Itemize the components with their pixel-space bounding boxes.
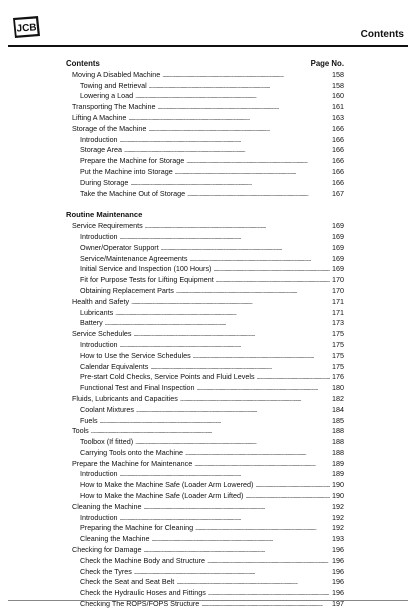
toc-entry-title: Check the Seat and Seat Belt: [80, 577, 175, 587]
toc-entry-page: 158: [332, 69, 344, 79]
toc-entry: [66, 156, 344, 167]
toc-entry-page: 192: [332, 512, 344, 522]
toc-entry-page: 170: [332, 275, 344, 285]
toc-entry: [66, 221, 344, 232]
toc-entry: [66, 567, 344, 578]
toc-entry-title: Moving A Disabled Machine: [72, 69, 161, 79]
toc-entry-page: 169: [332, 221, 344, 231]
toc-entry: [66, 523, 344, 534]
toc-entry-title: Introduction: [80, 469, 118, 479]
toc-entry: [66, 588, 344, 599]
toc-entry-title: Transporting The Machine: [72, 102, 156, 112]
toc-entry-title: Cleaning the Machine: [72, 501, 142, 511]
toc-entry-title: Lubricants: [80, 307, 114, 317]
toc-entry-page: 176: [332, 372, 344, 382]
toc-entry-title: Checking for Damage: [72, 545, 142, 555]
toc-entry-title: Storage of the Machine: [72, 123, 147, 133]
toc-entry-page: 193: [332, 534, 344, 544]
toc-entry-page: 166: [332, 123, 344, 133]
toc-entry-page: 188: [332, 437, 344, 447]
toc-entry: [66, 297, 344, 308]
toc-entry-page: 170: [332, 285, 344, 295]
toc-entry: [66, 308, 344, 319]
toc-entry-page: 169: [332, 242, 344, 252]
toc-entry-page: 190: [332, 491, 344, 501]
toc-entry-title: Initial Service and Inspection (100 Hours): [80, 264, 212, 274]
toc-entry: [66, 394, 344, 405]
toc-entry-page: 185: [332, 415, 344, 425]
toc-entry: [66, 91, 344, 102]
toc-entry-title: Fluids, Lubricants and Capacities: [72, 393, 178, 403]
toc-entry: [66, 286, 344, 297]
toc-entry-page: 166: [332, 166, 344, 176]
toc-entry: [66, 264, 344, 275]
toc-entry-page: 192: [332, 501, 344, 511]
toc-entry-title: Coolant Mixtures: [80, 404, 134, 414]
toc-entry-page: 190: [332, 480, 344, 490]
toc-entry-page: 192: [332, 523, 344, 533]
toc-entry: [66, 70, 344, 81]
toc-entry-title: Check the Machine Body and Structure: [80, 555, 206, 565]
toc-entry-title: Fit for Purpose Tests for Lifting Equipment: [80, 275, 214, 285]
toc-entry-title: Prepare the Machine for Maintenance: [72, 458, 193, 468]
toc-entry: [66, 275, 344, 286]
toc-entry-title: Introduction: [80, 339, 118, 349]
svg-text:JCB: JCB: [16, 22, 37, 35]
toc-entry-title: How to Use the Service Schedules: [80, 350, 191, 360]
toc-entry: [66, 167, 344, 178]
toc-entry: [66, 254, 344, 265]
toc-entry: [66, 329, 344, 340]
toc-entry-page: 166: [332, 156, 344, 166]
toc-entry-title: How to Make the Machine Safe (Loader Arm Lifted): [80, 491, 244, 501]
toc-entry-page: 173: [332, 318, 344, 328]
toc-entry-page: 169: [332, 264, 344, 274]
toc-entry: [66, 448, 344, 459]
toc-entry-page: 196: [332, 545, 344, 555]
toc-entry-page: 197: [332, 599, 344, 609]
toc-entry-page: 196: [332, 588, 344, 598]
toc-entry: [66, 556, 344, 567]
toc-entry-page: 189: [332, 469, 344, 479]
toc-entry: [66, 135, 344, 146]
toc-entry-title: Fuels: [80, 415, 98, 425]
toc-entry-page: 169: [332, 231, 344, 241]
toc-entry-title: Functional Test and Final Inspection: [80, 383, 195, 393]
toc-entry-page: 171: [332, 307, 344, 317]
toc-entry: [66, 416, 344, 427]
toc-entry-page: 175: [332, 350, 344, 360]
toc-entry-title: Service Requirements: [72, 221, 143, 231]
toc-entry-title: Toolbox (If fitted): [80, 437, 134, 447]
toc-entry: [66, 351, 344, 362]
toc-entry-title: Carrying Tools onto the Machine: [80, 447, 183, 457]
toc-entry: [66, 102, 344, 113]
toc-page-no-heading: Page No.: [310, 59, 344, 68]
toc-entry-title: Calendar Equivalents: [80, 361, 149, 371]
toc-entry-title: Service Schedules: [72, 329, 132, 339]
toc-entry: [66, 491, 344, 502]
toc-entry: [66, 480, 344, 491]
toc-entry-page: 188: [332, 426, 344, 436]
toc-entry-page: 166: [332, 134, 344, 144]
toc-entry: [66, 340, 344, 351]
toc-entry-title: Lowering a Load: [80, 91, 134, 101]
toc-entry-title: Owner/Operator Support: [80, 242, 159, 252]
toc-entry-title: Pre-start Cold Checks, Service Points and Fluid Levels: [80, 372, 255, 382]
toc-entry-title: Put the Machine into Storage: [80, 166, 173, 176]
toc-entry-title: Tools: [72, 426, 89, 436]
toc-dot-leader: [187, 189, 330, 201]
toc-section-routine-maintenance: Routine Maintenance: [66, 210, 143, 220]
toc-entry: [66, 513, 344, 524]
toc-entry: [66, 318, 344, 329]
toc-entry-title: Lifting A Machine: [72, 112, 127, 122]
toc-entry-page: 175: [332, 329, 344, 339]
toc-entry: [66, 502, 344, 513]
toc-entry: [66, 426, 344, 437]
toc-entry-title: Service/Maintenance Agreements: [80, 253, 188, 263]
toc-entry-title: Take the Machine Out of Storage: [80, 188, 186, 198]
table-of-contents: [66, 59, 344, 610]
toc-entry-title: Check the Tyres: [80, 566, 132, 576]
toc-entry: [66, 545, 344, 556]
toc-entry-title: Checking The ROPS/FOPS Structure: [80, 599, 200, 609]
toc-entry: [66, 189, 344, 200]
toc-entry-title: Introduction: [80, 134, 118, 144]
toc-entry: [66, 113, 344, 124]
toc-entry-page: 196: [332, 577, 344, 587]
toc-entry-title: Towing and Retrieval: [80, 80, 147, 90]
toc-entry: [66, 577, 344, 588]
toc-entry-page: 189: [332, 458, 344, 468]
toc-entry: [66, 437, 344, 448]
toc-entry: [66, 383, 344, 394]
toc-column-headers: [66, 59, 344, 70]
toc-entry-title: How to Make the Machine Safe (Loader Arm Lowered): [80, 480, 254, 490]
page-header-title: Contents: [360, 29, 404, 40]
toc-entry: [66, 178, 344, 189]
toc-entry-title: Cleaning the Machine: [80, 534, 150, 544]
toc-entry-title: Storage Area: [80, 145, 122, 155]
toc-entry: [66, 81, 344, 92]
toc-entry-title: Battery: [80, 318, 103, 328]
toc-entry-page: 169: [332, 253, 344, 263]
footer-rule: [8, 600, 408, 601]
toc-entry: [66, 534, 344, 545]
toc-entry: [66, 243, 344, 254]
toc-entry: [66, 124, 344, 135]
toc-entry-title: Introduction: [80, 512, 118, 522]
toc-entry: [66, 362, 344, 373]
toc-entry: [66, 459, 344, 470]
toc-entry-title: Check the Hydraulic Hoses and Fittings: [80, 588, 206, 598]
toc-entry: [66, 469, 344, 480]
toc-entry-title: During Storage: [80, 177, 129, 187]
toc-entry-title: Prepare the Machine for Storage: [80, 156, 185, 166]
toc-entry-page: 196: [332, 555, 344, 565]
toc-entry-page: 196: [332, 566, 344, 576]
toc-entry-title: Health and Safety: [72, 296, 130, 306]
toc-entry-page: 184: [332, 404, 344, 414]
toc-entry: [66, 372, 344, 383]
toc-entry: [66, 145, 344, 156]
jcb-logo: [9, 14, 42, 40]
toc-entry-page: 161: [332, 102, 344, 112]
toc-entry-page: 188: [332, 447, 344, 457]
toc-group-storage: [66, 70, 344, 200]
toc-entry-page: 158: [332, 80, 344, 90]
toc-entry-page: 175: [332, 361, 344, 371]
toc-entry-title: Introduction: [80, 231, 118, 241]
toc-entry: [66, 405, 344, 416]
toc-entry-page: 163: [332, 112, 344, 122]
toc-entry-page: 166: [332, 145, 344, 155]
toc-contents-heading: Contents: [66, 59, 100, 68]
toc-entry-page: 160: [332, 91, 344, 101]
toc-entry-page: 182: [332, 393, 344, 403]
toc-entry: [66, 232, 344, 243]
toc-entry-page: 167: [332, 188, 344, 198]
toc-entry-page: 175: [332, 339, 344, 349]
toc-entry-title: Obtaining Replacement Parts: [80, 285, 174, 295]
toc-group-routine-maintenance: [66, 221, 344, 610]
toc-entry-page: 171: [332, 296, 344, 306]
toc-entry-page: 166: [332, 177, 344, 187]
toc-entry-page: 180: [332, 383, 344, 393]
header-rule: [8, 45, 408, 47]
toc-entry-title: Preparing the Machine for Cleaning: [80, 523, 194, 533]
